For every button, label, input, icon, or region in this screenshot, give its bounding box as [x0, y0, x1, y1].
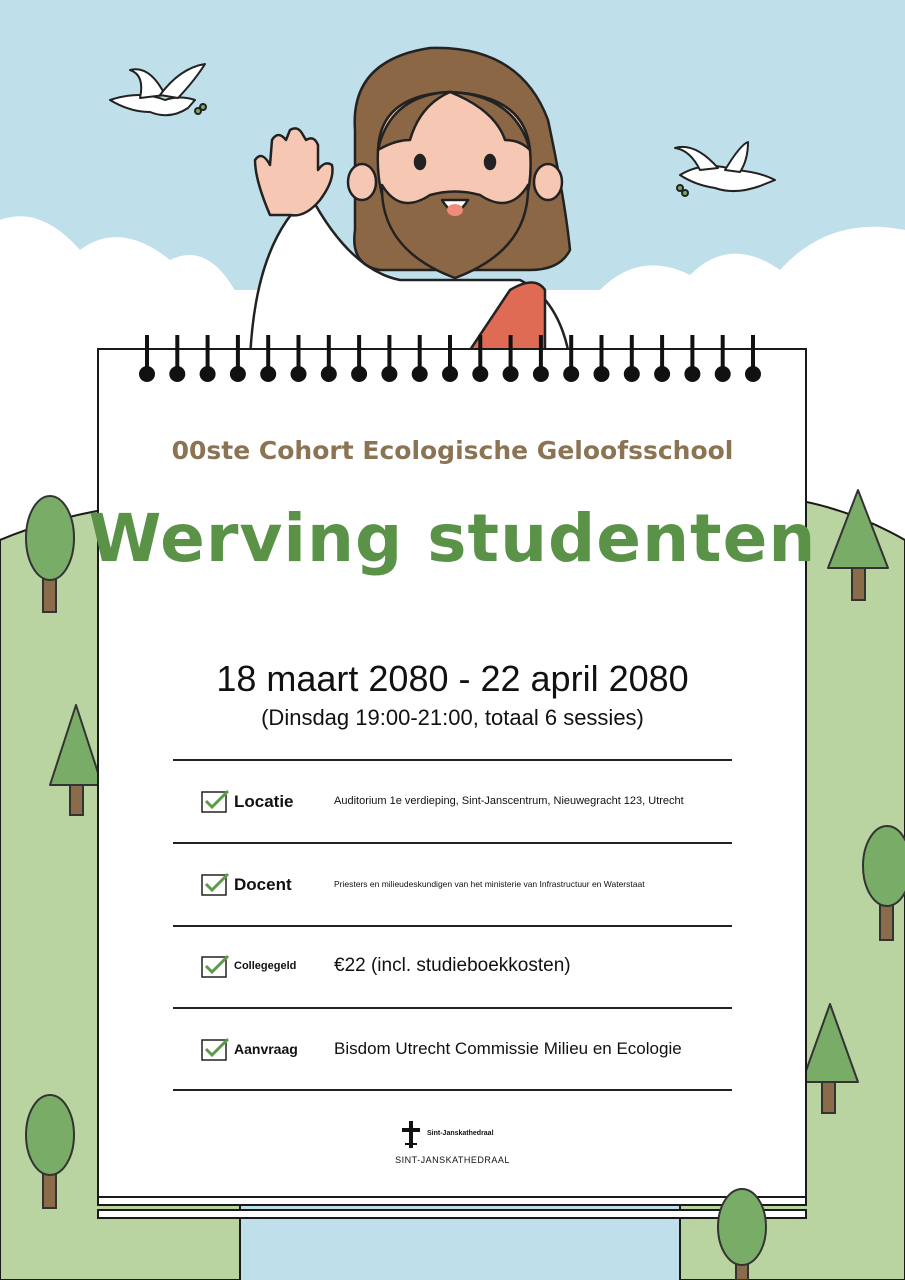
- calendar-page-edge: [97, 1209, 807, 1219]
- spiral-hole: [202, 368, 214, 380]
- spiral-hole: [414, 368, 426, 380]
- spiral-hole: [505, 368, 517, 380]
- checkbox-check-icon: [201, 1037, 229, 1061]
- spiral-hole: [535, 368, 547, 380]
- spiral-hole: [232, 368, 244, 380]
- spiral-hole: [596, 368, 608, 380]
- spiral-hole: [474, 368, 486, 380]
- detail-value: Bisdom Utrecht Commissie Milieu en Ecologie: [334, 1039, 682, 1058]
- detail-label: Docent: [234, 875, 292, 894]
- spiral-hole: [383, 368, 395, 380]
- detail-label: Locatie: [234, 792, 294, 811]
- organization-name: SINT-JANSKATHEDRAAL: [395, 1155, 510, 1165]
- page-title: Werving studenten: [88, 500, 817, 577]
- detail-value: Priesters en milieudeskundigen van het ministerie van Infrastructuur en Waterstaat: [334, 879, 645, 889]
- calendar-page-edge: [97, 1196, 807, 1206]
- course-schedule: (Dinsdag 19:00-21:00, totaal 6 sessies): [261, 705, 644, 730]
- checkbox-check-icon: [201, 954, 229, 978]
- detail-label: Collegegeld: [234, 960, 297, 972]
- spiral-hole: [717, 368, 729, 380]
- detail-row-location: [173, 761, 732, 843]
- cohort-subtitle: 00ste Cohort Ecologische Geloofsschool: [171, 436, 734, 465]
- spiral-hole: [747, 368, 759, 380]
- course-dates: 18 maart 2080 - 22 april 2080: [216, 658, 689, 699]
- checkbox-check-icon: [201, 789, 229, 813]
- spiral-hole: [686, 368, 698, 380]
- spiral-hole: [141, 368, 153, 380]
- detail-row-teacher: [173, 844, 732, 926]
- spiral-hole: [656, 368, 668, 380]
- detail-label: Aanvraag: [234, 1041, 298, 1057]
- detail-row-application: [173, 1009, 732, 1091]
- spiral-hole: [626, 368, 638, 380]
- detail-row-tuition: [173, 927, 732, 1009]
- spiral-hole: [565, 368, 577, 380]
- spiral-hole: [171, 368, 183, 380]
- spiral-hole: [353, 368, 365, 380]
- spiral-binding: [130, 330, 775, 385]
- spiral-hole: [262, 368, 274, 380]
- logo-text: Sint-Janskathedraal: [427, 1130, 494, 1137]
- tree-icon: [712, 1185, 772, 1280]
- checkbox-check-icon: [201, 872, 229, 896]
- detail-value: €22 (incl. studieboekkosten): [334, 955, 571, 976]
- cross-icon: [400, 1120, 422, 1150]
- spiral-hole: [444, 368, 456, 380]
- spiral-hole: [323, 368, 335, 380]
- detail-value: Auditorium 1e verdieping, Sint-Janscentrum, Nieuwegracht 123, Utrecht: [334, 795, 684, 807]
- spiral-hole: [293, 368, 305, 380]
